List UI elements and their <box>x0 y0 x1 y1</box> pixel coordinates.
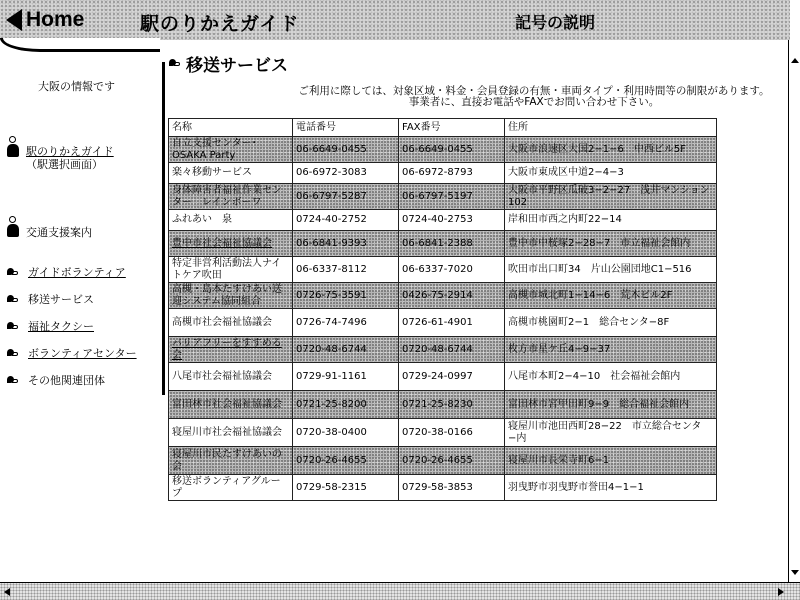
cell-name <box>169 257 293 283</box>
cell-address <box>505 391 717 419</box>
cell-address <box>505 257 717 283</box>
cell-address-text: 豊中市中桜塚2−28−7 市立福祉会館内 <box>508 237 691 249</box>
page-title <box>168 52 780 74</box>
cell-address <box>505 137 717 163</box>
cell-fax-text: 06-6337-7020 <box>402 263 473 275</box>
cell-name-text: 八尾市社会福祉協議会 <box>172 370 272 382</box>
cell-fax <box>399 210 505 231</box>
cell-address-text: 枚方市星ケ丘4−9−37 <box>508 343 611 355</box>
cell-address-text: 高槻市桃園町2−1 総合センタ−8F <box>508 316 670 328</box>
table-row <box>169 337 717 363</box>
cell-name <box>169 231 293 257</box>
cell-name-text: 高槻市社会福祉協議会 <box>172 316 272 328</box>
table-row <box>169 257 717 283</box>
cell-phone <box>293 391 399 419</box>
cell-address-text: 大阪市平野区瓜破3−2−27 浅井マンション102 <box>508 185 710 208</box>
cell-phone-text: 0726-74-7496 <box>296 316 367 328</box>
cell-name <box>169 363 293 391</box>
cell-phone-text: 0721-25-8200 <box>296 398 367 410</box>
cell-phone <box>293 137 399 163</box>
cell-phone-text: 0720-48-6744 <box>296 343 367 355</box>
cell-phone <box>293 283 399 309</box>
page-title-text: 移送サービス <box>186 55 288 76</box>
cell-name <box>169 137 293 163</box>
cell-address-text: 大阪市浪速区大国2−1−6 中西ビル5F <box>508 143 686 155</box>
cell-phone <box>293 419 399 447</box>
cell-fax <box>399 283 505 309</box>
cell-name-text: 身体障害者福祉作業センター レインボーワ <box>172 185 282 208</box>
cell-phone <box>293 210 399 231</box>
table-row <box>169 231 717 257</box>
cell-fax <box>399 337 505 363</box>
usage-notice-line2: 事業者に、直接お電話やFAXでお問い合わせ下さい。 <box>408 96 660 108</box>
cell-phone-text: 0720-38-0400 <box>296 426 367 438</box>
cell-fax <box>399 447 505 475</box>
cell-name-text: 自立支援センター･OSAKA Party <box>172 138 257 161</box>
cell-name <box>169 475 293 501</box>
cell-address-text: 岸和田市西之内町22−14 <box>508 214 622 226</box>
table-row <box>169 163 717 184</box>
table-row <box>169 363 717 391</box>
cell-name-text: 特定非営利活動法人ナイトケア吹田 <box>172 258 282 281</box>
cell-address <box>505 231 717 257</box>
cell-phone-text: 0720-26-4655 <box>296 454 367 466</box>
cell-phone <box>293 231 399 257</box>
cell-phone <box>293 309 399 337</box>
cell-address <box>505 283 717 309</box>
table-body <box>169 137 717 501</box>
horizontal-scrollbar[interactable] <box>0 582 800 600</box>
sidebar-item-transport-support <box>6 216 92 239</box>
station-guide-link[interactable]: 駅のりかえガイド <box>26 145 114 158</box>
cell-name-text: ふれあい 泉 <box>172 214 232 226</box>
back-arrow-icon <box>6 9 22 31</box>
cell-fax-text: 06-6841-2388 <box>402 237 473 249</box>
cell-fax-text: 0729-24-0997 <box>402 370 473 382</box>
cell-name-text: 寝屋川市社会福祉協議会 <box>172 426 282 438</box>
cell-phone-text: 06-6841-9393 <box>296 237 367 249</box>
bullet-icon <box>6 320 20 332</box>
volunteer-center-link[interactable]: ボランティアセンター <box>28 347 137 360</box>
cell-fax-text: 0726-61-4901 <box>402 316 473 328</box>
sidebar-item-other-orgs[interactable] <box>6 374 105 387</box>
other-orgs-link[interactable]: その他関連団体 <box>28 374 105 387</box>
cell-address-text: 寝屋川市長栄寺町6−1 <box>508 454 610 466</box>
cell-fax-text: 0721-25-8230 <box>402 398 473 410</box>
sidebar-divider <box>162 62 165 395</box>
top-banner <box>0 0 790 40</box>
transport-support-heading: 交通支援案内 <box>26 226 92 239</box>
table-row <box>169 309 717 337</box>
cell-fax-text: 06-6649-0455 <box>402 143 473 155</box>
vertical-scrollbar[interactable] <box>788 40 800 582</box>
cell-name <box>169 184 293 210</box>
cell-name-text: 高槻・島本たすけあい送迎システム協同組合 <box>172 284 282 307</box>
table-row <box>169 447 717 475</box>
cell-name <box>169 309 293 337</box>
cell-fax <box>399 137 505 163</box>
cell-address-text: 富田林市宮甲田町9−9 総合福祉会館内 <box>508 398 690 410</box>
cell-name-text: バリアフリーをすすめる会 <box>172 338 282 361</box>
cell-address <box>505 210 717 231</box>
cell-phone <box>293 337 399 363</box>
cell-address <box>505 447 717 475</box>
table-row <box>169 419 717 447</box>
cell-address <box>505 475 717 501</box>
cell-address-text: 羽曳野市羽曳野市誉田4−1−1 <box>508 481 644 493</box>
cell-fax <box>399 419 505 447</box>
cell-fax-text: 0720-26-4655 <box>402 454 473 466</box>
scroll-down-icon[interactable] <box>790 568 800 576</box>
cell-fax-text: 0724-40-2753 <box>402 214 473 226</box>
column-header-address: 住所 <box>505 119 717 137</box>
table-row <box>169 210 717 231</box>
cell-phone <box>293 447 399 475</box>
home-label: Home <box>26 8 85 31</box>
cell-address-text: 寝屋川市池田西町28−22 市立総合センタ−内 <box>508 421 702 444</box>
cell-phone-text: 06-6972-3083 <box>296 167 367 179</box>
person-icon <box>6 216 22 238</box>
cell-phone-text: 06-6649-0455 <box>296 143 367 155</box>
cell-phone-text: 06-6797-5287 <box>296 190 367 202</box>
cell-phone <box>293 257 399 283</box>
cell-name-text: 寝屋川市民たすけあいの会 <box>172 449 282 472</box>
guide-volunteer-link[interactable]: ガイドボランティア <box>28 266 126 279</box>
column-header-phone: 電話番号 <box>293 119 399 137</box>
sidebar-item-volunteer-center[interactable] <box>6 347 137 360</box>
cell-name-text: 豊中市社会福祉協議会 <box>172 237 272 249</box>
cell-address-text: 八尾市本町2−4−10 社会福祉会館内 <box>508 370 681 382</box>
cell-fax <box>399 309 505 337</box>
main-content <box>168 52 780 499</box>
cell-fax <box>399 363 505 391</box>
sidebar-item-transfer-service[interactable] <box>6 293 94 306</box>
sidebar <box>0 52 162 582</box>
cell-name <box>169 337 293 363</box>
cell-address <box>505 163 717 184</box>
bullet-icon <box>6 266 20 278</box>
cell-address <box>505 419 717 447</box>
bullet-icon <box>6 374 20 386</box>
cell-phone-text: 0724-40-2752 <box>296 214 367 226</box>
cell-fax <box>399 391 505 419</box>
column-header-fax: FAX番号 <box>399 119 505 137</box>
cell-address-text: 大阪市東成区中道2−4−3 <box>508 167 624 179</box>
cell-phone <box>293 184 399 210</box>
cell-fax-text: 0720-48-6744 <box>402 343 473 355</box>
cell-fax <box>399 231 505 257</box>
scroll-up-icon[interactable] <box>790 58 800 66</box>
column-header-name: 名称 <box>169 119 293 137</box>
cell-name <box>169 283 293 309</box>
cell-phone <box>293 363 399 391</box>
cell-fax-text: 0729-58-3853 <box>402 481 473 493</box>
cell-fax <box>399 257 505 283</box>
cell-fax <box>399 184 505 210</box>
cell-fax <box>399 163 505 184</box>
cell-name <box>169 447 293 475</box>
cell-name-text: 富田林市社会福祉協議会 <box>172 398 282 410</box>
cell-name-text: 移送ボランティアグループ <box>172 476 281 499</box>
transfer-service-table <box>168 118 717 501</box>
cell-phone-text: 0729-58-2315 <box>296 481 367 493</box>
cell-name <box>169 163 293 184</box>
cell-fax <box>399 475 505 501</box>
home-button[interactable] <box>6 8 84 32</box>
table-row <box>169 475 717 501</box>
cell-phone <box>293 475 399 501</box>
bullet-icon <box>6 347 20 359</box>
cell-name <box>169 419 293 447</box>
cell-fax-text: 0426-75-2914 <box>402 289 473 301</box>
welfare-taxi-link[interactable]: 福祉タクシー <box>28 320 94 333</box>
table-row <box>169 184 717 210</box>
cell-name-text: 楽々移動サービス <box>172 167 252 179</box>
table-row <box>169 391 717 419</box>
table-row <box>169 137 717 163</box>
bullet-icon <box>168 57 182 69</box>
table-row <box>169 283 717 309</box>
symbol-legend-link[interactable]: 記号の説明 <box>515 13 596 32</box>
cell-phone <box>293 163 399 184</box>
cell-address-text: 吹田市出口町34 片山公園団地C1−516 <box>508 263 692 275</box>
cell-fax-text: 06-6972-8793 <box>402 167 473 179</box>
cell-address <box>505 363 717 391</box>
cell-address <box>505 184 717 210</box>
sidebar-item-guide-volunteer[interactable] <box>6 266 126 279</box>
site-title: 駅のりかえガイド <box>140 13 300 35</box>
banner-swoosh-decoration <box>0 38 160 52</box>
sidebar-item-station-guide[interactable] <box>6 136 114 171</box>
scroll-left-icon[interactable] <box>4 588 10 596</box>
cell-name <box>169 210 293 231</box>
cell-phone-text: 06-6337-8112 <box>296 263 367 275</box>
bullet-icon <box>6 293 20 305</box>
scroll-right-icon[interactable] <box>778 588 784 596</box>
usage-notice-line1: ご利用に際しては、対象区域・料金・会員登録の有無・車両タイプ・利用時間等の制限があります。 <box>298 85 770 97</box>
cell-phone-text: 0726-75-3591 <box>296 289 367 301</box>
cell-name <box>169 391 293 419</box>
cell-phone-text: 0729-91-1161 <box>296 370 367 382</box>
cell-address <box>505 309 717 337</box>
cell-fax-text: 06-6797-5197 <box>402 190 473 202</box>
transfer-service-link[interactable]: 移送サービス <box>28 293 94 306</box>
person-icon <box>6 136 22 158</box>
cell-fax-text: 0720-38-0166 <box>402 426 473 438</box>
cell-address <box>505 337 717 363</box>
station-guide-sub: （駅選択画面） <box>26 158 103 171</box>
sidebar-info-text: 大阪の情報です <box>38 80 115 93</box>
table-header-row <box>169 119 717 137</box>
usage-notice <box>168 86 780 108</box>
cell-address-text: 高槻市城北町1−14−6 荒木ビル2F <box>508 289 673 301</box>
sidebar-item-welfare-taxi[interactable] <box>6 320 94 333</box>
